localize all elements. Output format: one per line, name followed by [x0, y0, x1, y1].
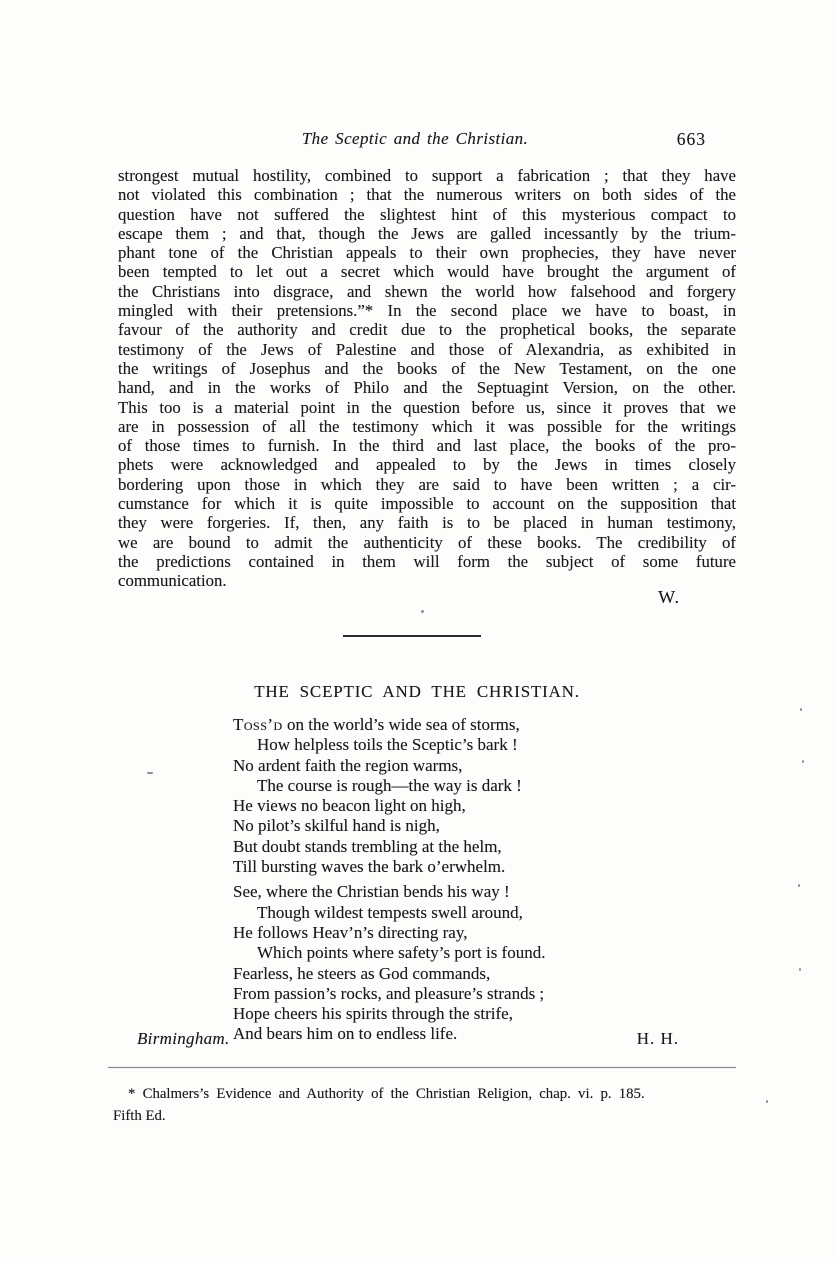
poem-line: Fearless, he steers as God commands,	[233, 963, 491, 983]
prose-line: hand, and in the works of Philo and the Septuagint Version, on the other.	[118, 378, 736, 398]
prose-line: the predictions contained in them will form the subject of some future	[118, 551, 736, 571]
poem-line: And bears him on to endless life.	[233, 1024, 458, 1044]
prose-line: question have not suffered the slightest hint of this mysterious compact to	[118, 204, 736, 224]
poem-line: See, where the Christian bends his way !	[233, 882, 510, 902]
section-divider-rule	[343, 635, 481, 637]
footnote-line: Fifth Ed.	[113, 1107, 166, 1124]
poem-line: The course is rough—the way is dark !	[257, 775, 522, 795]
poem-line: Though wildest tempests swell around,	[257, 902, 523, 922]
article-body	[118, 166, 736, 591]
poem	[233, 715, 653, 1045]
article-signature-row	[118, 587, 736, 608]
poem-footer	[137, 1029, 737, 1049]
poem-line: Hope cheers his spirits through the strife,	[233, 1004, 513, 1024]
prose-line: communication.	[118, 571, 227, 591]
article-signature: W.	[658, 587, 680, 607]
running-head	[118, 129, 736, 153]
prose-line: are in possession of all the testimony which it was possible for the writings	[118, 416, 736, 436]
poem-line: Till bursting waves the bark o’erwhelm.	[233, 857, 506, 877]
prose-line: strongest mutual hostility, combined to support a fabrication ; that they have	[118, 166, 736, 185]
prose-line: been tempted to let out a secret which would have brought the argument of	[118, 262, 736, 282]
poem-title: THE SCEPTIC AND THE CHRISTIAN.	[254, 682, 580, 701]
prose-line: testimony of the Jews of Palestine and those of Alexandria, as exhibited in	[118, 339, 736, 359]
footnote-divider-rule	[108, 1067, 736, 1068]
running-head-title: The Sceptic and the Christian.	[301, 129, 529, 148]
prose-line: favour of the authority and credit due to the prophetical books, the separate	[118, 320, 736, 340]
scan-speck	[799, 968, 801, 971]
poem-line: No pilot’s skilful hand is nigh,	[233, 816, 440, 836]
footnote	[113, 1084, 738, 1127]
poem-line: Toss’d on the world’s wide sea of storms,	[233, 715, 520, 734]
prose-line: bordering upon those in which they are said to have been written ; a cir-	[118, 474, 736, 494]
poem-place: Birmingham.	[137, 1029, 230, 1048]
prose-line: we are bound to admit the authenticity of these books. The credibility of	[118, 532, 736, 552]
prose-line: This too is a material point in the question before us, since it proves that we	[118, 397, 736, 417]
scan-speck	[802, 760, 804, 763]
poem-line: He follows Heav’n’s directing ray,	[233, 922, 468, 942]
prose-line: phets were acknowledged and appealed to by the Jews in times closely	[118, 455, 736, 475]
prose-line: cumstance for which it is quite impossible to account on the supposition that	[118, 494, 736, 514]
poem-author: H. H.	[636, 1029, 679, 1048]
scan-speck	[798, 884, 800, 887]
poem-line: From passion’s rocks, and pleasure’s strands ;	[233, 983, 545, 1003]
poem-line: No ardent faith the region warms,	[233, 755, 463, 775]
prose-line: of those times to furnish. In the third and last place, the books of the pro-	[118, 436, 736, 456]
footnote-line: * Chalmers’s Evidence and Authority of the Christian Religion, chap. vi. p. 185.	[128, 1086, 645, 1102]
poem-lead-word: Toss’d	[233, 715, 283, 734]
poem-stanza-1	[233, 715, 653, 877]
scan-speck	[421, 610, 424, 613]
prose-line: escape them ; and that, though the Jews are galled incessantly by the trium-	[118, 223, 736, 243]
prose-line: not violated this combination ; that the numerous writers on both sides of the	[118, 185, 736, 205]
poem-line: How helpless toils the Sceptic’s bark !	[257, 735, 518, 755]
poem-line: But doubt stands trembling at the helm,	[233, 836, 502, 856]
page-number: 663	[676, 129, 706, 149]
poem-line: He views no beacon light on high,	[233, 796, 466, 816]
scan-speck	[800, 708, 802, 711]
prose-line: the Christians into disgrace, and shewn the world how falsehood and forgery	[118, 281, 736, 301]
poem-stanza-2	[233, 882, 653, 1044]
prose-line: mingled with their pretensions.”* In the second place we have to boast, in	[118, 301, 736, 321]
prose-line: they were forgeries. If, then, any faith is to be placed in human testimony,	[118, 513, 736, 533]
prose-line: the writings of Josephus and the books of the New Testament, on the one	[118, 358, 736, 378]
poem-line: Which points where safety’s port is found.	[257, 943, 546, 963]
prose-line: phant tone of the Christian appeals to their own prophecies, they have never	[118, 243, 736, 263]
scan-speck	[147, 772, 153, 774]
scan-speck	[766, 1100, 768, 1103]
